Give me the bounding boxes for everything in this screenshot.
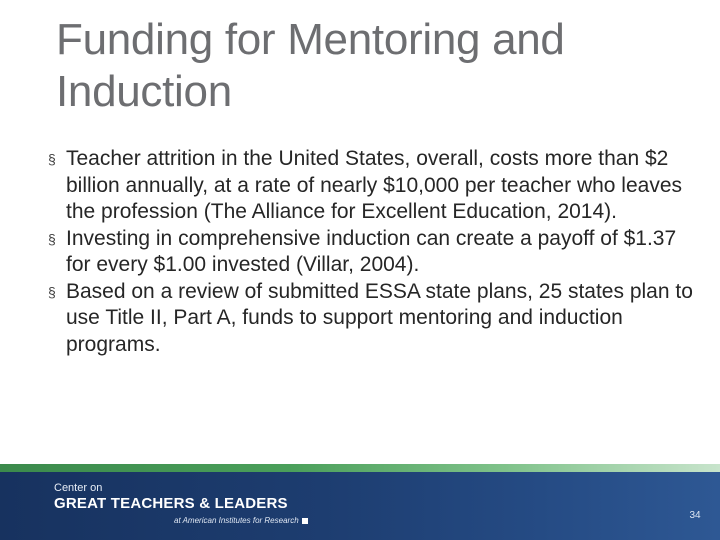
title-line-2: Induction xyxy=(56,67,232,116)
slide-title xyxy=(56,14,696,118)
title-line-1: Funding for Mentoring and xyxy=(56,15,565,64)
bullet-marker-icon: § xyxy=(48,230,56,247)
page-number: 34 xyxy=(689,510,701,521)
bullet-item xyxy=(46,279,696,359)
logo-line-1: Center on xyxy=(54,482,103,494)
bullet-list xyxy=(46,146,696,358)
logo-square-icon xyxy=(302,518,308,524)
logo-affiliation-text: at American Institutes for Research xyxy=(174,516,299,525)
organization-logo xyxy=(54,482,288,513)
logo-line-3 xyxy=(174,516,308,526)
bullet-text: Based on a review of submitted ESSA state plans, 25 states plan to use Title II, Part A, funds to support mentoring and induction programs. xyxy=(66,279,693,356)
bullet-item xyxy=(46,226,696,279)
bullet-text: Teacher attrition in the United States, overall, costs more than $2 billion annually, at a rate of nearly $10,000 per teacher who leaves the profession (The Alliance for Excellent Education, 2014). xyxy=(66,147,683,223)
bullet-text: Investing in comprehensive induction can create a payoff of $1.37 for every $1.00 invested (Villar, 2004). xyxy=(66,226,677,276)
bullet-marker-icon: § xyxy=(48,151,56,167)
footer-stripe xyxy=(0,464,720,472)
logo-line-2: GREAT TEACHERS & LEADERS xyxy=(54,495,288,512)
bullet-marker-icon: § xyxy=(48,283,56,300)
bullet-item xyxy=(46,146,696,226)
